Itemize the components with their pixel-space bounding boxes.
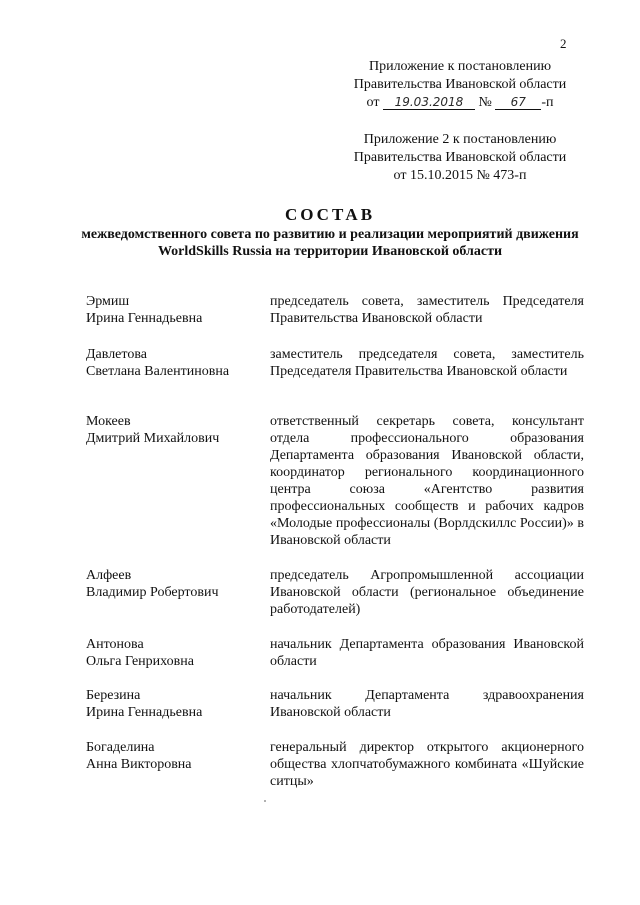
member-surname: Мокеев xyxy=(86,414,131,429)
member-row xyxy=(86,636,586,670)
member-surname: Березина xyxy=(86,688,141,703)
appendix-block-current xyxy=(340,58,580,112)
scan-speck xyxy=(264,800,266,802)
member-row xyxy=(86,346,586,380)
member-surname: Давлетова xyxy=(86,347,147,362)
member-row xyxy=(86,413,586,549)
member-role: генеральный директор открытого акционерного общества хлопчатобумажного комбината «Шуйские ситцы» xyxy=(270,740,584,789)
appendix-block-original xyxy=(340,131,580,185)
member-role: председатель совета, заместитель Председателя Правительства Ивановской области xyxy=(270,294,584,326)
number-suffix: -п xyxy=(541,95,554,110)
member-given-names: Анна Викторовна xyxy=(86,757,192,772)
member-role: ответственный секретарь совета, консультант отдела профессионального образования Департамента образования Ивановской области, координатор регионального координационного центра союза «Агентство развития профессиональных сообществ и рабочих кадров «Молодые профессионалы (Ворлдскиллс России)» в Ивановской области xyxy=(270,414,584,548)
member-name xyxy=(86,293,270,327)
appendix-line: Правительства Ивановской области xyxy=(353,77,567,92)
member-role: начальник Департамента образования Ивановской области xyxy=(270,637,584,669)
member-name xyxy=(86,687,270,721)
member-surname: Антонова xyxy=(86,637,144,652)
appendix-line: Приложение 2 к постановлению xyxy=(363,132,557,147)
appendix-line: от 15.10.2015 № 473-п xyxy=(393,168,527,183)
member-name xyxy=(86,739,270,790)
member-given-names: Владимир Робертович xyxy=(86,585,219,600)
member-name xyxy=(86,346,270,380)
appendix-date-line xyxy=(340,94,580,112)
date-prefix: от xyxy=(366,95,380,110)
member-row xyxy=(86,293,586,327)
member-given-names: Ирина Геннадьевна xyxy=(86,705,203,720)
member-row xyxy=(86,567,586,618)
member-row xyxy=(86,739,586,790)
member-given-names: Ольга Генриховна xyxy=(86,654,194,669)
member-role: заместитель председателя совета, заместитель Председателя Правительства Ивановской области xyxy=(270,347,584,379)
member-role: начальник Департамента здравоохранения Ивановской области xyxy=(270,688,584,720)
member-name xyxy=(86,567,270,618)
document-title: СОСТАВ xyxy=(284,205,376,224)
document-subtitle: межведомственного совета по развитию и реализации мероприятий движения WorldSkills Russia на территории Ивановской области xyxy=(81,227,579,259)
appendix-line: Правительства Ивановской области xyxy=(353,150,567,165)
number-prefix: № xyxy=(478,95,492,110)
member-surname: Богаделина xyxy=(86,740,155,755)
appendix-line: Приложение к постановлению xyxy=(368,59,552,74)
member-surname: Эрмиш xyxy=(86,294,130,309)
member-row xyxy=(86,687,586,721)
member-given-names: Дмитрий Михайлович xyxy=(86,431,220,446)
handwritten-number: 67 xyxy=(495,95,541,110)
page-number: 2 xyxy=(560,36,567,51)
member-given-names: Ирина Геннадьевна xyxy=(86,311,203,326)
member-given-names: Светлана Валентиновна xyxy=(86,364,230,379)
handwritten-date: 19.03.2018 xyxy=(383,95,475,110)
member-role: председатель Агропромышленной ассоциации Ивановской области (региональное объединение работодателей) xyxy=(270,568,584,617)
member-name xyxy=(86,636,270,670)
member-surname: Алфеев xyxy=(86,568,132,583)
member-name xyxy=(86,413,270,549)
